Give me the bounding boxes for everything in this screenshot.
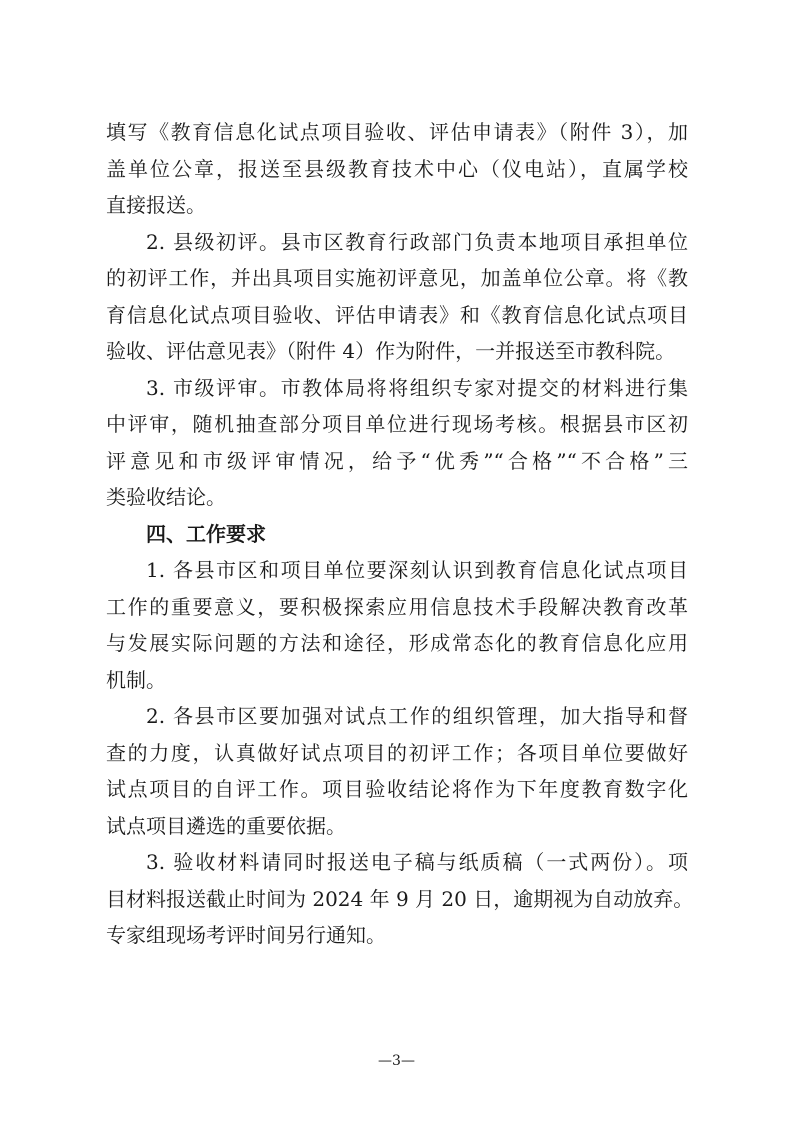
text-line: 与发展实际问题的方法和途径，形成常态化的教育信息化应用	[106, 631, 688, 655]
document-body	[106, 114, 694, 954]
text-line: 试点项目的自评工作。项目验收结论将作为下年度教育数字化	[106, 777, 688, 801]
paragraph-submission-continued	[106, 114, 688, 224]
text-line: 直接报送。	[106, 193, 206, 217]
text-line: 3. 市级评审。市教体局将将组织专家对提交的材料进行集	[146, 375, 688, 400]
paragraph-requirement-2	[106, 698, 688, 844]
text-line: 目材料报送截止时间为 2024 年 9 月 20 日，逾期视为自动放弃。	[106, 886, 694, 911]
text-line: 评意见和市级评审情况，给予“优秀”“合格”“不合格”三	[106, 448, 688, 473]
text-line: 中评审，随机抽查部分项目单位进行现场考核。根据县市区初	[106, 412, 688, 436]
text-line: 1. 各县市区和项目单位要深刻认识到教育信息化试点项目	[146, 558, 688, 582]
paragraph-requirement-1	[106, 552, 688, 698]
text-line: 类验收结论。	[106, 485, 226, 509]
text-line: 工作的重要意义，要积极探索应用信息技术手段解决教育改革	[106, 594, 688, 619]
text-line: 专家组现场考评时间另行通知。	[106, 923, 386, 947]
text-line: 机制。	[106, 667, 166, 692]
text-line: 2. 县级初评。县市区教育行政部门负责本地项目承担单位	[146, 229, 688, 254]
page-number: —3—	[378, 1053, 415, 1069]
text-line: 2. 各县市区要加强对试点工作的组织管理，加大指导和督	[146, 704, 688, 728]
text-line: 的初评工作，并出具项目实施初评意见，加盖单位公章。将《教	[106, 266, 688, 290]
text-line: 验收、评估意见表》（附件 4）作为附件，一并报送至市教科院。	[106, 339, 676, 363]
text-line: 填写《教育信息化试点项目验收、评估申请表》（附件 3），加	[106, 120, 688, 144]
text-line: 试点项目遴选的重要依据。	[106, 813, 346, 838]
paragraph-requirement-3	[106, 844, 694, 954]
text-line: 查的力度，认真做好试点项目的初评工作；各项目单位要做好	[106, 740, 688, 765]
paragraph-city-review	[106, 370, 688, 516]
text-line: 3. 验收材料请同时报送电子稿与纸质稿（一式两份）。项	[146, 850, 688, 874]
paragraph-county-review	[106, 224, 688, 370]
text-line: 盖单位公章，报送至县级教育技术中心（仪电站），直属学校	[106, 156, 688, 181]
text-line: 育信息化试点项目验收、评估申请表》和《教育信息化试点项目	[106, 302, 688, 327]
section-heading: 四、工作要求	[146, 521, 266, 546]
